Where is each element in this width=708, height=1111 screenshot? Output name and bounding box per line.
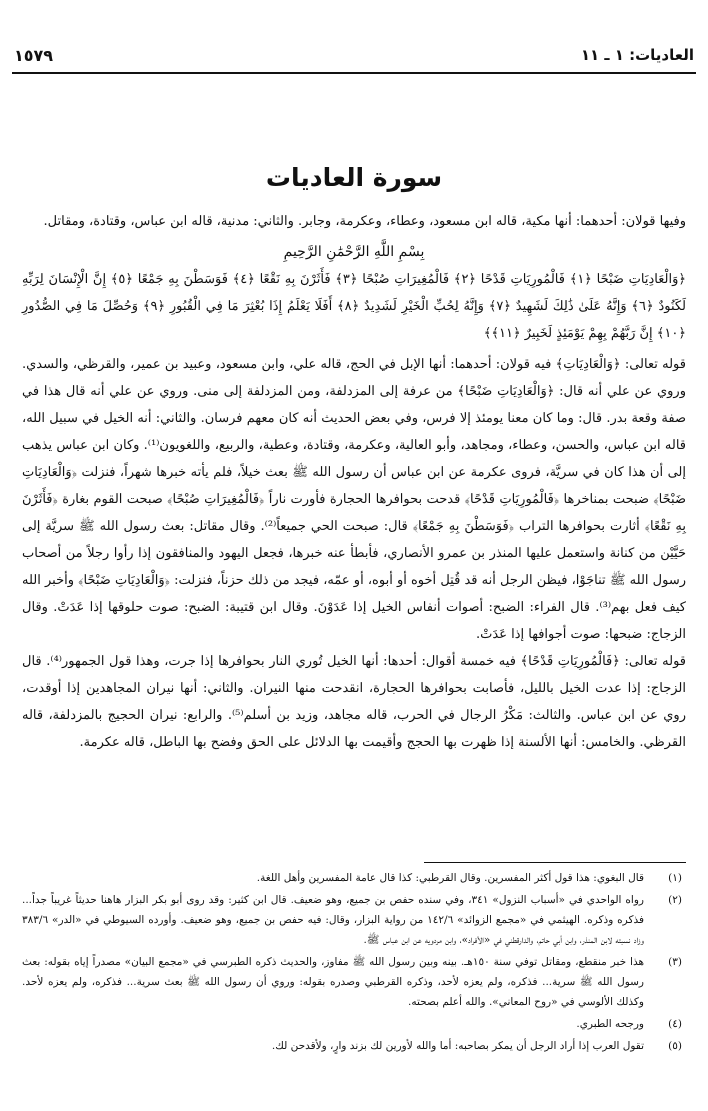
tafsir-paragraph-2: قوله تعالى: ﴿فَالْمُورِيَاتِ قَدْحًا﴾ فيه خمسة أقوال: أحدها: أنها الخيل تُوري النار بحوافرها إذا جرت، وهذا قول الجمهور⁽⁴⁾. قال الزجاج: إذا عدت الخيل بالليل، فأصابت بحوافرها الحجارة، انقدحت منها النيران. والثاني: أنها نيران المجاهدين إذا أوقدت، روي عن ابن عباس. والثالث: مَكْرُ الرجال في الحرب، قاله مجاهد، وزيد بن أسلم⁽⁵⁾. والرابع: نيران الحجيج بالمزدلفة، قاله القرظي. والخامس: أنها الألسنة إذا ظهرت بها الحجج وأقيمت بها الدلائل على الحق وفضح بها الباطل، قاله عكرمة.: [22, 654, 686, 750]
footnote-text: هذا خبر منقطع، ومقاتل توفي سنة ١٥٠هـ. بينه وبين رسول الله ﷺ مفاوز، والحديث ذكره الطبرسي في «مجمع البيان» مصدراً إياه بقوله: بعث رسول الله ﷺ سرية... فذكره، ولم يعزه لأحد، وذكره القرطبي وصدره بقوله: وروي أن رسول الله ﷺ بعث سرية... فذكره، ولم يعزه لأحد. وكذلك الألوسي في «روح المعاني». والله أعلم بصحته.: [22, 956, 644, 1008]
footnotes: [22, 868, 686, 1058]
footnote-number: (٢): [668, 894, 682, 906]
footnote: [22, 1014, 686, 1034]
header-title: العاديات: ١ ـ ١١: [580, 46, 694, 64]
footnote-number: (٥): [668, 1040, 682, 1052]
footnote: [22, 1036, 686, 1056]
footnote-text: ورجحه الطبري.: [576, 1018, 644, 1030]
footnote: [22, 890, 686, 950]
footnote-text: قال البغوي: هذا قول أكثر المفسرين. وقال القرطبي: كذا قال عامة المفسرين وأهل اللغة.: [256, 872, 644, 884]
footnote-separator: [424, 862, 686, 863]
basmala: بِسْمِ اللَّهِ الرَّحْمَٰنِ الرَّحِيمِ: [283, 244, 425, 260]
running-header: [14, 46, 694, 68]
footnote: [22, 952, 686, 1012]
tafsir-paragraph-1: قوله تعالى: ﴿وَالْعَادِيَاتِ﴾ فيه قولان: أحدهما: أنها الإبل في الحج، قاله علي، وابن مسعود، وعبيد بن عمير، والقرظي، والسدي. وروي عن علي أنه قال: ﴿وَالْعَادِيَاتِ ضَبْحًا﴾ من عرفة إلى المزدلفة، ومن المزدلفة إلى منى. وروي عن علي أنه قال هذا في صفة وقعة بدر. قال: وما كان معنا يومئذ إلا فرس، وفي بعض الحديث أنه كان معهم فرسان. والثاني: أنه الخيل في سبيل الله، قاله ابن عباس، والحسن، وعطاء، ومجاهد، وأبو العالية، وعكرمة، وقتادة، وعطية، والربيع، واللغويون⁽¹⁾. وكان ابن عباس يذهب إلى أن هذا كان في سريَّة، فروى عكرمة عن ابن عباس أن رسول الله ﷺ بعث خيلاً، فلم يأته خبرها شهراً، فنزلت ﴿وَالْعَادِيَاتِ ضَبْحًا﴾ ضبحت بمناخرها ﴿فَالْمُورِيَاتِ قَدْحًا﴾ قدحت بحوافرها الحجارة فأورت ناراً ﴿فَالْمُغِيرَاتِ صُبْحًا﴾ صبحت القوم بغارة ﴿فَأَثَرْنَ بِهِ نَقْعًا﴾ أثارت بحوافرها التراب ﴿فَوَسَطْنَ بِهِ جَمْعًا﴾ قال: صبحت الحي جميعاً⁽²⁾. وقال مقاتل: بعث رسول الله ﷺ سريَّة إلى حَيَّيْن من كنانة واستعمل عليها المنذر بن عمرو الأنصاري، فأبطأ عنه خبرها، فجعل اليهود والمنافقون إذا رأوا رجلاً من أصحاب رسول الله ﷺ تناجَوْا، فيظن الرجل أنه قد قُتِل أخوه أو أبوه، أو عمّه، فيجد من ذلك حزناً، فنزلت: ﴿وَالْعَادِيَاتِ ضَبْحًا﴾ وأخبر الله كيف فعل بهم⁽³⁾. قال الفراء: الضبح: أصوات أنفاس الخيل إذا عَدَوْنَ. وقال ابن قتيبة: الضبح: صوت حلوقها إذا عَدَتْ. وقال الزجاج: ضبحها: صوت أجوافها إذا عَدَتْ.: [22, 357, 687, 642]
footnote-number: (٤): [668, 1018, 682, 1030]
quran-verses: ﴿وَالْعَادِيَاتِ ضَبْحًا ﴿١﴾ فَالْمُورِيَاتِ قَدْحًا ﴿٢﴾ فَالْمُغِيرَاتِ صُبْحًا ﴿٣﴾ فَأَثَرْنَ بِهِ نَقْعًا ﴿٤﴾ فَوَسَطْنَ بِهِ جَمْعًا ﴿٥﴾ إِنَّ الْإِنْسَانَ لِرَبِّهِ لَكَنُودٌ ﴿٦﴾ وَإِنَّهُ عَلَىٰ ذَٰلِكَ لَشَهِيدٌ ﴿٧﴾ وَإِنَّهُ لِحُبِّ الْخَيْرِ لَشَدِيدٌ ﴿٨﴾ أَفَلَا يَعْلَمُ إِذَا بُعْثِرَ مَا فِي الْقُبُورِ ﴿٩﴾ وَحُصِّلَ مَا فِي الصُّدُورِ ﴿١٠﴾ إِنَّ رَبَّهُمْ بِهِمْ يَوْمَئِذٍ لَخَبِيرٌ ﴿١١﴾﴾: [22, 272, 687, 341]
footnote: [22, 868, 686, 888]
footnote-text: تقول العرب إذا أراد الرجل أن يمكر بصاحبه: أما والله لأورين لك بزند وارٍ، ولأقدحن لك.: [271, 1040, 644, 1052]
header-rule: [12, 72, 696, 74]
footnote-text: رواه الواحدي في «أسباب النزول» ٣٤١، وفي سنده حفص بن جميع، وهو ضعيف. قال ابن كثير: وقد روى أبو بكر البزار هاهنا حديثاً غريباً جداً... فذكره وذكره. الهيثمي في «مجمع الزوائد» ١٤٢/٦ من رواية البزار، وقال: فيه حفص بن جميع، وهو ضعيف. وأورده السيوطي في «الدر» ٣٨٣/٦ وزاد نسبته لابن المنذر، وابن أبي حاتم، والدارقطني في «الأفراد»، وابن مردويه عن ابن عباس ﷺ.: [22, 894, 644, 946]
intro-paragraph: وفيها قولان: أحدهما: أنها مكية، قاله ابن مسعود، وعطاء، وعكرمة، وجابر. والثاني: مدنية، قاله ابن عباس، وقتادة، ومقاتل.: [43, 214, 686, 229]
surah-title: سورة العاديات: [265, 163, 443, 192]
main-text: [22, 208, 686, 756]
footnote-number: (١): [668, 872, 682, 884]
footnote-number: (٣): [668, 956, 682, 968]
page-number: ١٥٧٩: [14, 46, 54, 65]
